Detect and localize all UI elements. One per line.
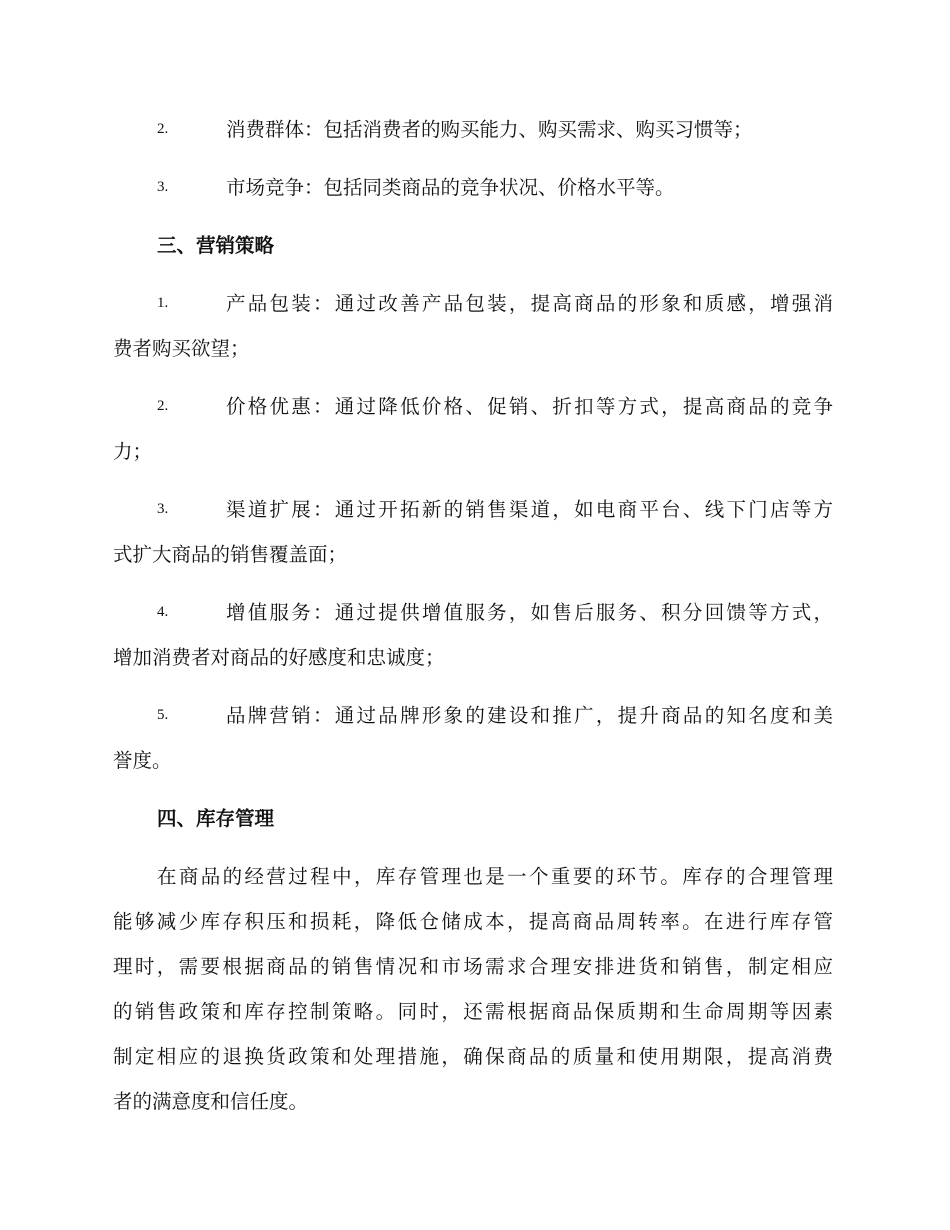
- list-item-value-added-service: [113, 590, 833, 680]
- list-item-text-line1: 价格优惠：通过降低价格、促销、折扣等方式，提高商品的竞争: [226, 395, 833, 418]
- list-item-text-line1: 渠道扩展：通过开拓新的销售渠道，如电商平台、线下门店等方: [226, 498, 833, 521]
- paragraph-line: 的销售政策和库存控制策略。同时，还需根据商品保质期和生命周期等因素: [113, 1000, 833, 1023]
- section-heading-marketing-strategy: 三、营销策略: [157, 234, 275, 257]
- paragraph-line: 者的满意度和信任度。: [113, 1090, 309, 1113]
- inventory-paragraph: [113, 854, 833, 1124]
- list-item-text-line2: 誉度。: [113, 749, 172, 772]
- list-number: 3.: [157, 501, 169, 517]
- paragraph-line: 理时，需要根据商品的销售情况和市场需求合理安排进货和销售，制定相应: [113, 955, 833, 978]
- paragraph-line: 制定相应的退换货政策和处理措施，确保商品的质量和使用期限，提高消费: [113, 1045, 833, 1068]
- list-item-channel-expansion: [113, 487, 833, 577]
- list-item-text-line2: 增加消费者对商品的好感度和忠诚度；: [113, 646, 445, 669]
- list-number: 4.: [157, 604, 169, 620]
- list-item-product-packaging: [113, 281, 833, 371]
- list-item-consumer-group: [113, 107, 833, 152]
- list-item-text: 市场竞争：包括同类商品的竞争状况、价格水平等。: [226, 176, 675, 199]
- list-item-text-line2: 式扩大商品的销售覆盖面；: [113, 543, 348, 566]
- list-item-text: 消费群体：包括消费者的购买能力、购买需求、购买习惯等；: [226, 118, 753, 141]
- list-item-market-competition: [113, 165, 833, 210]
- list-number: 2.: [157, 121, 169, 137]
- list-item-text-line2: 力；: [113, 440, 153, 463]
- list-item-text-line2: 费者购买欲望；: [113, 337, 250, 360]
- list-item-text-line1: 品牌营销：通过品牌形象的建设和推广，提升商品的知名度和美: [226, 704, 833, 727]
- list-item-brand-marketing: [113, 693, 833, 783]
- paragraph-line: 在商品的经营过程中，库存管理也是一个重要的环节。库存的合理管理: [157, 865, 833, 888]
- section-heading-inventory-management: 四、库存管理: [157, 807, 275, 830]
- list-number: 1.: [157, 295, 169, 311]
- list-item-text-line1: 增值服务：通过提供增值服务，如售后服务、积分回馈等方式，: [226, 601, 833, 624]
- paragraph-line: 能够减少库存积压和损耗，降低仓储成本，提高商品周转率。在进行库存管: [113, 910, 833, 933]
- list-number: 3.: [157, 179, 169, 195]
- list-number: 2.: [157, 398, 169, 414]
- list-item-text-line1: 产品包装：通过改善产品包装，提高商品的形象和质感，增强消: [226, 292, 833, 315]
- list-number: 5.: [157, 707, 169, 723]
- list-item-price-discount: [113, 384, 833, 474]
- document-body: [113, 107, 833, 1124]
